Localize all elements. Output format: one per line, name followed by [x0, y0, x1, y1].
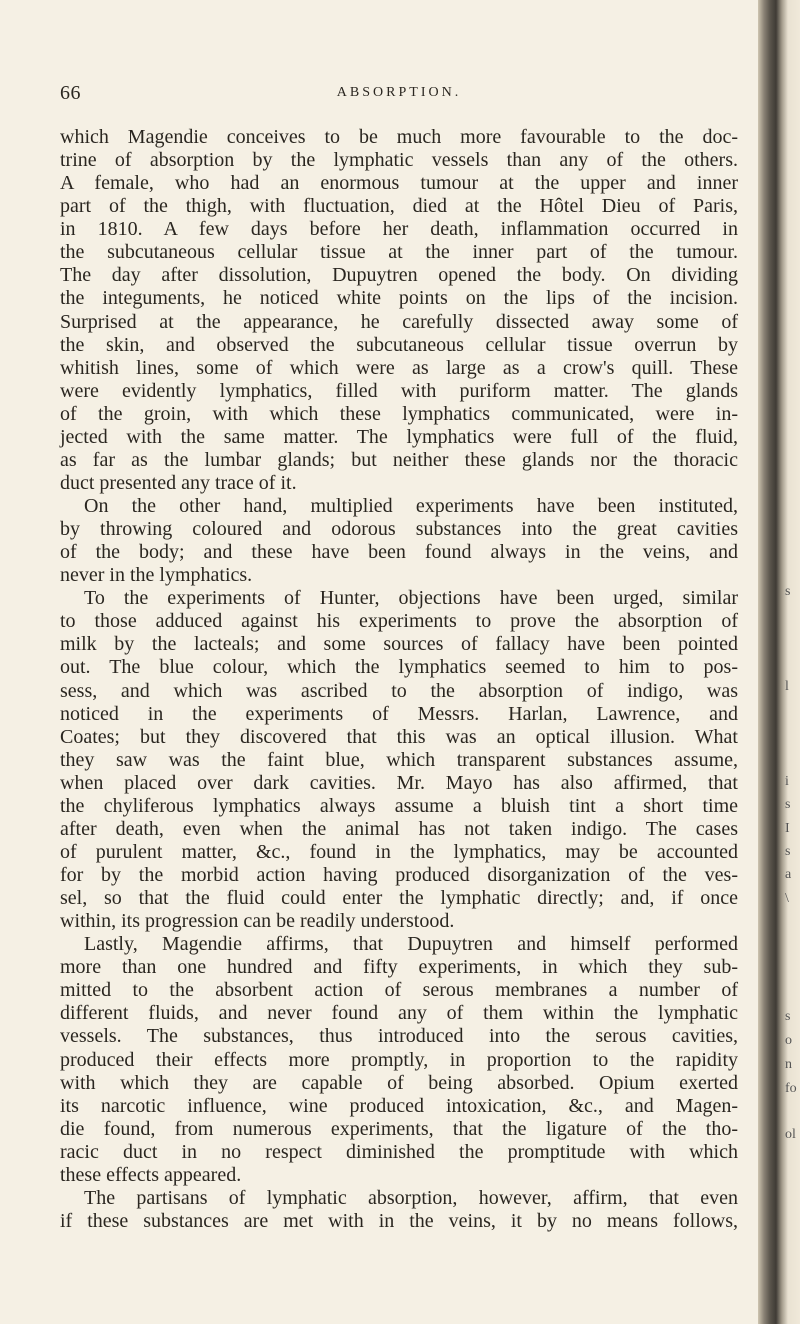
text-line: these effects appeared. [60, 1163, 242, 1186]
text-line: trine of absorption by the lymphatic vessels than any of the others. [60, 149, 738, 172]
facing-page-fragment: \ [785, 891, 789, 906]
text-line: The day after dissolution, Dupuytren opened the body. On dividing [60, 264, 738, 287]
text-line: they saw was the faint blue, which transparent substances assume, [60, 748, 738, 771]
text-line: Surprised at the appearance, he carefully dissected away some of [60, 310, 738, 333]
text-line: different fluids, and never found any of them within the lymphatic [60, 1002, 738, 1025]
text-line: A female, who had an enormous tumour at the upper and inner [60, 172, 738, 195]
text-line: To the experiments of Hunter, objections have been urged, similar [84, 587, 738, 610]
text-line: its narcotic influence, wine produced intoxication, &c., and Magen- [60, 1094, 738, 1117]
facing-page-fragment: l [785, 679, 789, 694]
text-line: within, its progression can be readily understood. [60, 910, 455, 933]
text-line: part of the thigh, with fluctuation, died at the Hôtel Dieu of Paris, [60, 195, 738, 218]
text-line: die found, from numerous experiments, that the ligature of the tho- [60, 1117, 738, 1140]
text-line: vessels. The substances, thus introduced into the serous cavities, [60, 1025, 738, 1048]
text-line: for by the morbid action having produced disorganization of the ves- [60, 864, 738, 886]
text-line: with which they are capable of being absorbed. Opium exerted [60, 1071, 738, 1094]
page-header [60, 82, 738, 106]
text-line: after death, even when the animal has not taken indigo. The cases [60, 817, 738, 840]
text-line: were evidently lymphatics, filled with puriform matter. The glands [60, 379, 738, 402]
facing-page-fragment: i [785, 774, 789, 789]
text-line: never in the lymphatics. [60, 564, 253, 587]
text-line: if these substances are met with in the veins, it by no means follows, [60, 1209, 738, 1232]
facing-page-fragment: n [785, 1057, 792, 1072]
body-text [60, 126, 738, 1233]
text-line: duct presented any trace of it. [60, 471, 297, 494]
facing-page-fragment: s [785, 1009, 791, 1024]
text-line: whitish lines, some of which were as large as a crow's quill. These [60, 356, 738, 379]
facing-page-fragment: a [785, 867, 792, 882]
text-line: On the other hand, multiplied experiments have been instituted, [84, 495, 738, 517]
text-line: noticed in the experiments of Messrs. Harlan, Lawrence, and [60, 702, 738, 725]
text-line: milk by the lacteals; and some sources of fallacy have been pointed [60, 633, 738, 656]
facing-page-fragment: fo [785, 1081, 797, 1096]
facing-page-fragment: ol [785, 1127, 796, 1142]
facing-page-fragment: s [785, 584, 791, 599]
text-line: the integuments, he noticed white points on the lips of the incision. [60, 287, 738, 310]
book-gutter-shadow [758, 0, 800, 1324]
text-line: sel, so that the fluid could enter the lymphatic directly; and, if once [60, 887, 738, 910]
text-line: the chyliferous lymphatics always assume a bluish tint a short time [60, 794, 738, 817]
text-line: which Magendie conceives to be much more favourable to the doc- [60, 126, 738, 148]
text-line: as far as the lumbar glands; but neither these glands nor the thoracic [60, 448, 738, 471]
text-line: in 1810. A few days before her death, inflammation occurred in [60, 218, 738, 241]
text-line: by throwing coloured and odorous substances into the great cavities [60, 518, 738, 541]
text-line: Lastly, Magendie affirms, that Dupuytren and himself performed [84, 933, 738, 956]
text-line: the subcutaneous cellular tissue at the inner part of the tumour. [60, 241, 738, 264]
page-number: 66 [60, 82, 81, 104]
running-head: ABSORPTION. [336, 85, 462, 100]
text-line: Coates; but they discovered that this was an optical illusion. What [60, 725, 738, 748]
text-line: the skin, and observed the subcutaneous cellular tissue overrun by [60, 333, 738, 356]
facing-page-fragment: s [785, 844, 791, 859]
text-line: racic duct in no respect diminished the promptitude with which [60, 1140, 738, 1163]
text-line: jected with the same matter. The lymphatics were full of the fluid, [60, 425, 738, 448]
text-line: more than one hundred and fifty experiments, in which they sub- [60, 956, 738, 979]
facing-page-fragment: s [785, 797, 791, 812]
text-line: of the body; and these have been found always in the veins, and [60, 541, 738, 564]
facing-page-fragment: o [785, 1033, 792, 1048]
text-line: when placed over dark cavities. Mr. Mayo has also affirmed, that [60, 771, 738, 794]
text-line: to those adduced against his experiments to prove the absorption of [60, 610, 738, 633]
text-line: of the groin, with which these lymphatics communicated, were in- [60, 402, 738, 425]
text-line: The partisans of lymphatic absorption, however, affirm, that even [84, 1186, 738, 1209]
text-line: produced their effects more promptly, in proportion to the rapidity [60, 1048, 738, 1071]
text-line: sess, and which was ascribed to the absorption of indigo, was [60, 679, 738, 702]
facing-page-fragment: I [785, 821, 790, 836]
text-line: out. The blue colour, which the lymphatics seemed to him to pos- [60, 656, 738, 679]
text-line: of purulent matter, &c., found in the lymphatics, may be accounted [60, 840, 738, 863]
text-line: mitted to the absorbent action of serous membranes a number of [60, 979, 738, 1002]
